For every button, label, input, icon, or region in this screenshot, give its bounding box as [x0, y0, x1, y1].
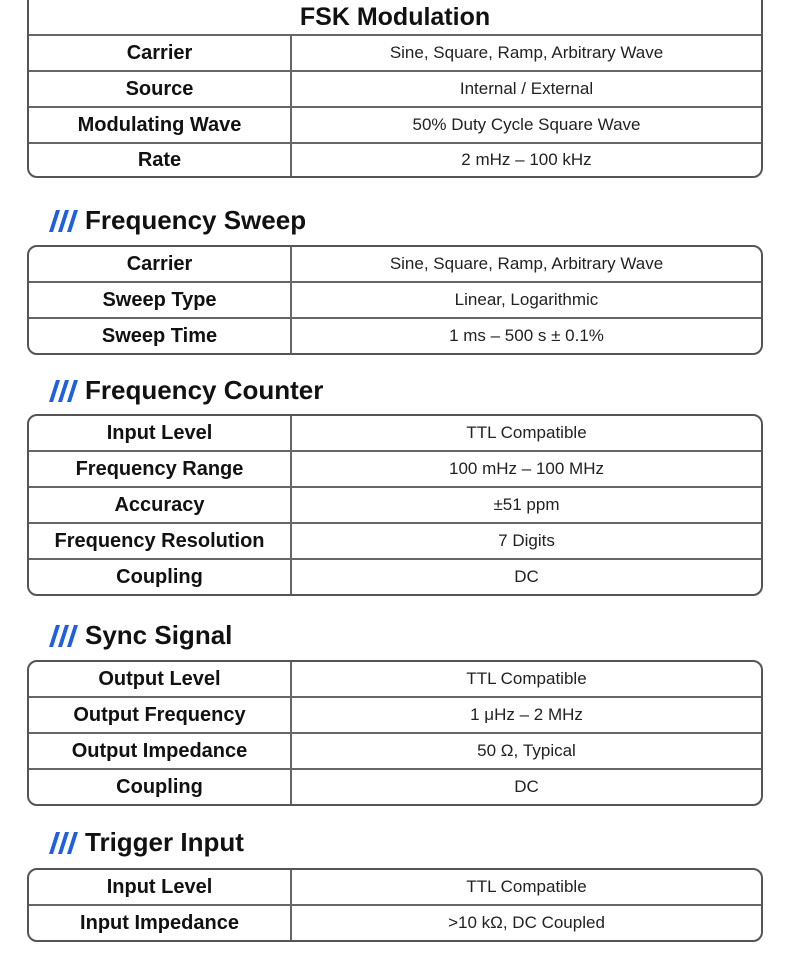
spec-label: Sweep Type [29, 283, 292, 317]
triple-slash-icon [48, 378, 78, 404]
spec-label: Frequency Resolution [29, 524, 292, 558]
table-row [29, 142, 761, 176]
spec-label: Frequency Range [29, 452, 292, 486]
spec-value: 7 Digits [498, 531, 555, 550]
spec-value: Internal / External [459, 79, 594, 98]
spec-label: Output Impedance [29, 734, 292, 768]
sync-signal-table [27, 660, 763, 806]
frequency-sweep-table [27, 245, 763, 355]
table-row [29, 486, 761, 522]
spec-value: TTL Compatible [466, 669, 587, 688]
spec-label: Input Impedance [29, 906, 292, 940]
table-row [29, 904, 761, 940]
table-row [29, 732, 761, 768]
table-row [29, 558, 761, 594]
table-row [29, 317, 761, 353]
table-row [29, 662, 761, 696]
spec-value: 50% Duty Cycle Square Wave [412, 115, 641, 134]
spec-label: Coupling [29, 770, 292, 804]
spec-label: Accuracy [29, 488, 292, 522]
trigger-input-heading [48, 827, 244, 858]
spec-label: Rate [29, 144, 292, 176]
spec-label: Source [29, 72, 292, 106]
spec-value: ±51 ppm [493, 495, 560, 514]
table-row [29, 696, 761, 732]
table-row [29, 522, 761, 558]
spec-label: Output Frequency [29, 698, 292, 732]
spec-value: 1 μHz – 2 MHz [470, 705, 583, 724]
table-row [29, 34, 761, 70]
spec-value: Sine, Square, Ramp, Arbitrary Wave [389, 43, 664, 62]
table-row [29, 281, 761, 317]
frequency-counter-table [27, 414, 763, 596]
section-title: Trigger Input [85, 827, 244, 857]
table-row [29, 106, 761, 142]
spec-label: Input Level [29, 416, 292, 450]
table-row [29, 870, 761, 904]
spec-value: 2 mHz – 100 kHz [461, 150, 592, 169]
spec-value: Sine, Square, Ramp, Arbitrary Wave [389, 254, 664, 273]
triple-slash-icon [48, 623, 78, 649]
spec-value: 50 Ω, Typical [477, 741, 576, 760]
table-row [29, 450, 761, 486]
table-row [29, 70, 761, 106]
spec-label: Modulating Wave [29, 108, 292, 142]
section-title: Frequency Counter [85, 375, 324, 405]
section-title: Frequency Sweep [85, 205, 307, 235]
spec-label: Coupling [29, 560, 292, 594]
spec-label: Sweep Time [29, 319, 292, 353]
spec-label: Carrier [29, 247, 292, 281]
triple-slash-icon [48, 830, 78, 856]
frequency-counter-heading [48, 375, 323, 406]
spec-label: Output Level [29, 662, 292, 696]
trigger-input-table [27, 868, 763, 942]
fsk-modulation-title: FSK Modulation [299, 2, 491, 31]
fsk-modulation-table [27, 0, 763, 178]
spec-value: Linear, Logarithmic [454, 290, 599, 309]
spec-value: TTL Compatible [466, 423, 587, 442]
spec-value: 100 mHz – 100 MHz [449, 459, 604, 478]
table-row [29, 416, 761, 450]
table-row [29, 768, 761, 804]
spec-value: TTL Compatible [466, 877, 587, 896]
table-row [29, 247, 761, 281]
spec-value: 1 ms – 500 s ± 0.1% [449, 326, 604, 345]
frequency-sweep-heading [48, 205, 306, 236]
triple-slash-icon [48, 208, 78, 234]
spec-value: DC [514, 567, 539, 586]
sync-signal-heading [48, 620, 232, 651]
spec-label: Input Level [29, 870, 292, 904]
spec-label: Carrier [29, 36, 292, 70]
section-title: Sync Signal [85, 620, 233, 650]
spec-value: >10 kΩ, DC Coupled [448, 913, 605, 932]
spec-value: DC [514, 777, 539, 796]
